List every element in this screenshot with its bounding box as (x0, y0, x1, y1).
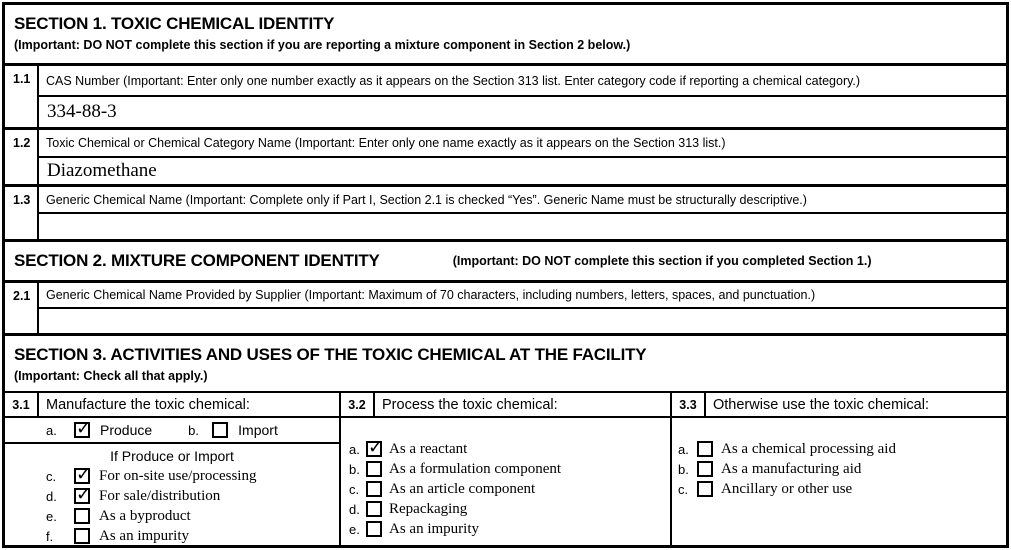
checkbox-import[interactable] (212, 422, 228, 438)
column-3-3-label: Otherwise use the toxic chemical: (713, 396, 929, 413)
produce-import-row (5, 418, 339, 444)
item-label: Repackaging (389, 500, 468, 517)
checkbox-produce[interactable] (74, 422, 90, 438)
column-3-3-header (672, 393, 1006, 418)
checkbox-repackaging[interactable] (366, 501, 382, 517)
chemical-name-label: Toxic Chemical or Chemical Category Name (Important: Enter only one name exactly as it appears on the Section 313 list.) (39, 130, 1006, 158)
column-3-1-manufacture (5, 393, 341, 545)
item-letter: b. (349, 461, 360, 477)
checkbox-row (349, 459, 670, 479)
section1-note: (Important: DO NOT complete this section if you are reporting a mixture component in Section 2 below.) (14, 38, 631, 52)
otherwise-use-options-group (672, 418, 1006, 545)
item-letter: d. (46, 488, 57, 504)
row-1-3 (5, 187, 1006, 242)
section3-title: SECTION 3. ACTIVITIES AND USES OF THE TOXIC CHEMICAL AT THE FACILITY (14, 345, 647, 364)
checkbox-manufacturing-aid[interactable] (697, 461, 713, 477)
section3-note: (Important: Check all that apply.) (14, 369, 208, 383)
section1-title: SECTION 1. TOXIC CHEMICAL IDENTITY (14, 14, 335, 33)
if-produce-or-import-title: If Produce or Import (110, 448, 234, 464)
section1-header (5, 5, 1006, 66)
row-1-2 (5, 130, 1006, 187)
item-letter: a. (678, 441, 689, 457)
column-3-3-otherwise-use (672, 393, 1006, 545)
checkbox-ancillary-other-use[interactable] (697, 481, 713, 497)
item-label: As a reactant (389, 440, 468, 457)
item-label: As a byproduct (99, 507, 191, 524)
row-1-1-number: 1.1 (5, 66, 39, 127)
if-produce-or-import-group (5, 444, 339, 546)
item-label: As an impurity (99, 527, 189, 544)
item-letter: f. (46, 528, 54, 544)
item-label: Ancillary or other use (721, 480, 853, 497)
item-letter: d. (349, 501, 360, 517)
checkbox-formulation-component[interactable] (366, 461, 382, 477)
process-options-group (341, 418, 670, 545)
column-3-2-number: 3.2 (341, 393, 375, 416)
row-1-1 (5, 66, 1006, 130)
checkbox-row (678, 479, 1006, 499)
item-letter: e. (349, 521, 360, 537)
item-letter: b. (678, 461, 689, 477)
item-letter: a. (46, 422, 57, 438)
item-label: For sale/distribution (99, 487, 221, 504)
item-label: As an impurity (389, 520, 479, 537)
checkbox-impurity-process[interactable] (366, 521, 382, 537)
row-2-1-number: 2.1 (5, 283, 39, 333)
section2-header (5, 242, 1006, 283)
row-1-3-number: 1.3 (5, 187, 39, 239)
chemical-name-input[interactable]: Diazomethane (47, 160, 157, 181)
checkbox-reactant[interactable] (366, 441, 382, 457)
item-letter: c. (678, 481, 689, 497)
checkbox-row (349, 519, 670, 539)
item-letter: e. (46, 508, 57, 524)
column-3-1-number: 3.1 (5, 393, 39, 416)
produce-label: Produce (100, 422, 153, 438)
item-letter: c. (46, 468, 57, 484)
checkbox-onsite-use-processing[interactable] (74, 468, 90, 484)
checkbox-chemical-processing-aid[interactable] (697, 441, 713, 457)
row-2-1 (5, 283, 1006, 336)
item-label: As a manufacturing aid (721, 460, 862, 477)
column-3-2-label: Process the toxic chemical: (382, 396, 558, 413)
checkbox-row (5, 486, 339, 506)
section3-header (5, 336, 1006, 393)
checkbox-row (5, 506, 339, 526)
item-label: As a chemical processing aid (721, 440, 896, 457)
generic-chemical-name-input[interactable] (39, 214, 1006, 239)
section2-title: SECTION 2. MIXTURE COMPONENT IDENTITY (14, 251, 380, 270)
column-3-2-process (341, 393, 672, 545)
column-3-2-header (341, 393, 670, 418)
checkbox-row (678, 459, 1006, 479)
item-label: As a formulation component (389, 460, 562, 477)
item-label: As an article component (389, 480, 536, 497)
checkbox-sale-distribution[interactable] (74, 488, 90, 504)
checkbox-impurity-manufacture[interactable] (74, 528, 90, 544)
checkbox-byproduct[interactable] (74, 508, 90, 524)
checkbox-row (5, 466, 339, 486)
checkbox-row (5, 526, 339, 546)
column-3-1-header (5, 393, 339, 418)
supplier-generic-name-input[interactable] (39, 309, 1006, 333)
column-3-1-label: Manufacture the toxic chemical: (46, 396, 250, 413)
item-letter: b. (188, 422, 199, 438)
checkbox-article-component[interactable] (366, 481, 382, 497)
column-3-3-number: 3.3 (672, 393, 706, 416)
supplier-generic-name-label: Generic Chemical Name Provided by Supplier (Important: Maximum of 70 characters, including numbers, letters, spaces, and punctuation.) (39, 283, 1006, 309)
checkbox-row (349, 479, 670, 499)
item-letter: c. (349, 481, 360, 497)
toxic-chemical-report-form (2, 2, 1009, 548)
checkbox-row (349, 439, 670, 459)
row-1-2-number: 1.2 (5, 130, 39, 184)
item-label: For on-site use/processing (99, 467, 257, 484)
checkbox-row (349, 499, 670, 519)
cas-number-label: CAS Number (Important: Enter only one number exactly as it appears on the Section 313 list. Enter category code if reporting a chemical category.) (39, 66, 1006, 97)
section2-note: (Important: DO NOT complete this section if you completed Section 1.) (452, 254, 872, 268)
checkbox-row (678, 439, 1006, 459)
generic-chemical-name-label: Generic Chemical Name (Important: Complete only if Part I, Section 2.1 is checked “Yes”. Generic Name must be structurally descriptive.) (39, 187, 1006, 214)
item-letter: a. (349, 441, 360, 457)
section3-activities-table (5, 393, 1006, 545)
import-label: Import (238, 422, 278, 438)
cas-number-input[interactable]: 334-88-3 (47, 101, 117, 122)
